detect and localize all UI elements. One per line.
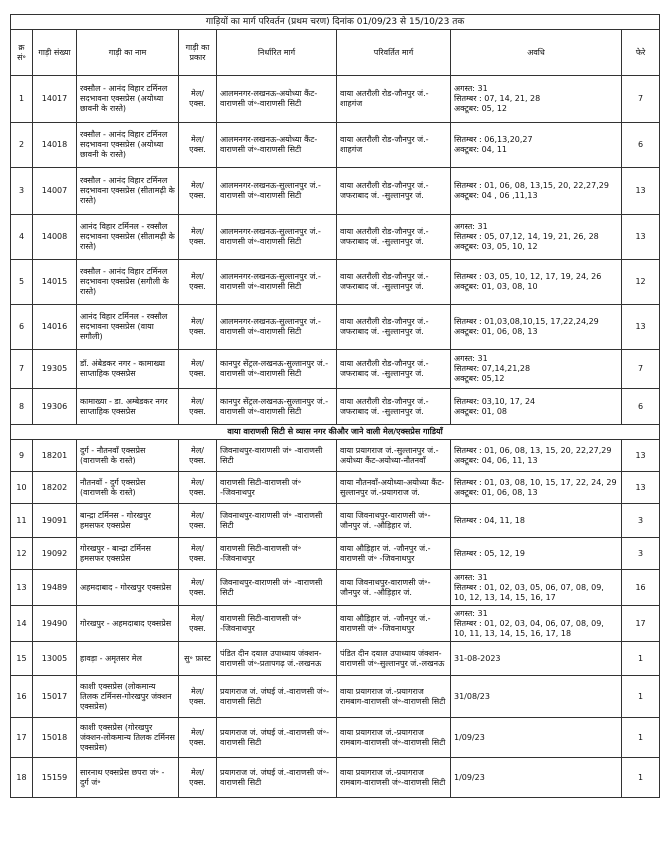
header-train-number: गाड़ी संख्या <box>33 30 77 76</box>
cell-sno: 11 <box>11 504 33 538</box>
cell-div: वाया जिवनाथपुर-वाराणसी जं॰-जौनपुर जं. -औड़िहार जं. <box>337 570 451 606</box>
table-row <box>11 123 660 168</box>
cell-type: मेल/ एक्स. <box>179 215 217 260</box>
cell-sched: वाराणसी सिटी-वाराणसी जं॰ -जिवनाथपुर <box>217 606 337 642</box>
cell-num: 14016 <box>33 305 77 350</box>
table-row <box>11 389 660 425</box>
cell-sched: आलमनगर-लखनऊ-सुल्तानपुर जं.-वाराणसी जं॰-वाराणसी सिटी <box>217 305 337 350</box>
table-row <box>11 215 660 260</box>
cell-trips: 1 <box>622 718 660 758</box>
table-row <box>11 168 660 215</box>
cell-sched: प्रयागराज जं. जंघई जं.-वाराणसी जं॰-वाराणसी सिटी <box>217 718 337 758</box>
cell-div: वाया अतरौली रोड-जौनपुर जं.-शाहगंज <box>337 123 451 168</box>
cell-sno: 8 <box>11 389 33 425</box>
cell-sno: 15 <box>11 642 33 676</box>
cell-trips: 6 <box>622 389 660 425</box>
header-period: अवधि <box>451 30 622 76</box>
cell-period: 31/08/23 <box>451 676 622 718</box>
cell-num: 14017 <box>33 76 77 123</box>
cell-name: गोरखपुर - अहमदाबाद एक्सप्रेस <box>77 606 179 642</box>
cell-period: सितम्बर : 01, 06, 08, 13,15, 20, 22,27,29 अक्टूबर: 04 , 06 ,11,13 <box>451 168 622 215</box>
cell-name: कामाख्या - डा. अम्बेडकर नगर साप्ताहिक एक्सप्रेस <box>77 389 179 425</box>
header-trips: फेरे <box>622 30 660 76</box>
cell-div: वाया प्रयागराज जं.-प्रयागराज रामबाग-वाराणसी जं॰-वाराणसी सिटी <box>337 676 451 718</box>
cell-div: वाया प्रयागराज जं.-प्रयागराज रामबाग-वाराणसी जं॰-वाराणसी सिटी <box>337 718 451 758</box>
cell-sched: पंडित दीन दयाल उपाध्याय जंक्शन-वाराणसी जं॰-प्रतापगढ़ जं.-लखनऊ <box>217 642 337 676</box>
cell-num: 15017 <box>33 676 77 718</box>
table-row <box>11 642 660 676</box>
cell-trips: 13 <box>622 305 660 350</box>
cell-period: सितम्बर: 03,10, 17, 24 अक्टूबर: 01, 08 <box>451 389 622 425</box>
cell-sno: 1 <box>11 76 33 123</box>
cell-type: मेल/ एक्स. <box>179 676 217 718</box>
cell-period: अगस्त: 31 सितम्बर : 01, 02, 03, 04, 06, 07, 08, 09, 10, 11, 13, 14, 15, 16, 17, 18 <box>451 606 622 642</box>
cell-name: सारनाथ एक्सप्रेस छपरा जं॰ - दुर्ग जं॰ <box>77 758 179 798</box>
cell-num: 19306 <box>33 389 77 425</box>
cell-sched: जिवनाथपुर-वाराणसी जं॰ -वाराणसी सिटी <box>217 440 337 472</box>
table-row <box>11 260 660 305</box>
cell-trips: 13 <box>622 215 660 260</box>
cell-name: आनंद विहार टर्मिनल - रक्सौल सदभावना एक्सप्रेस (सीतामढ़ी के रास्ते) <box>77 215 179 260</box>
table-row <box>11 676 660 718</box>
cell-trips: 17 <box>622 606 660 642</box>
cell-sno: 18 <box>11 758 33 798</box>
cell-name: रक्सौल - आनंद विहार टर्मिनल सदभावना एक्सप्रेस (अयोध्या छावनी के रास्ते) <box>77 123 179 168</box>
cell-num: 18201 <box>33 440 77 472</box>
cell-name: काशी एक्सप्रेस (लोकमान्य तिलक टर्मिनस-गोरखपुर जंक्शन एक्सप्रेस) <box>77 676 179 718</box>
cell-type: मेल/ एक्स. <box>179 389 217 425</box>
cell-type: मेल/ एक्स. <box>179 718 217 758</box>
cell-sched: कानपुर सेंट्रल-लखनऊ-सुल्तानपुर जं.-वाराणसी जं॰-वाराणसी सिटी <box>217 350 337 389</box>
cell-sno: 12 <box>11 538 33 570</box>
cell-trips: 12 <box>622 260 660 305</box>
cell-period: सितम्बर : 03, 05, 10, 12, 17, 19, 24, 26 अक्टूबर: 01, 03, 08, 10 <box>451 260 622 305</box>
cell-name: दुर्ग - नौतनवाँ एक्सप्रेस (वाराणसी के रास्ते) <box>77 440 179 472</box>
cell-num: 18202 <box>33 472 77 504</box>
cell-sched: आलमनगर-लखनऊ-सुल्तानपुर जं.-वाराणसी जं॰-वाराणसी सिटी <box>217 260 337 305</box>
cell-type: मेल/ एक्स. <box>179 606 217 642</box>
table-row <box>11 758 660 798</box>
cell-div: वाया प्रयागराज जं.-सुल्तानपुर जं.-अयोध्या कैंट-अयोध्या-नौतनवाँ <box>337 440 451 472</box>
table-title: गाड़ियों का मार्ग परिवर्तन (प्रथम चरण) दिनांक 01/09/23 से 15/10/23 तक <box>11 15 660 30</box>
cell-sno: 7 <box>11 350 33 389</box>
header-diverted-route: परिवर्तित मार्ग <box>337 30 451 76</box>
section-heading: वाया वाराणसी सिटी से व्यास नगर कीऔर जाने वाली मेल/एक्सप्रेस गाडियाँ <box>11 425 660 440</box>
cell-period: अगस्त: 31 सितम्बर : 07, 14, 21, 28 अक्टूबर: 05, 12 <box>451 76 622 123</box>
cell-trips: 16 <box>622 570 660 606</box>
cell-sno: 17 <box>11 718 33 758</box>
cell-period: अगस्त: 31 सितम्बर : 05, 07,12, 14, 19, 21, 26, 28 अक्टूबर: 03, 05, 10, 12 <box>451 215 622 260</box>
cell-num: 15159 <box>33 758 77 798</box>
train-diversion-table <box>10 14 660 798</box>
cell-sched: वाराणसी सिटी-वाराणसी जं॰ -जिवनाथपुर <box>217 472 337 504</box>
cell-sched: आलमनगर-लखनऊ-अयोध्या कैंट-वाराणसी जं॰-वाराणसी सिटी <box>217 76 337 123</box>
cell-trips: 1 <box>622 642 660 676</box>
cell-trips: 3 <box>622 504 660 538</box>
cell-name: रक्सौल - आनंद विहार टर्मिनल सदभावना एक्सप्रेस (सगौली के रास्ते) <box>77 260 179 305</box>
cell-trips: 13 <box>622 472 660 504</box>
table-row <box>11 76 660 123</box>
cell-sno: 2 <box>11 123 33 168</box>
diversion-table-wrapper <box>10 14 659 798</box>
table-body-section-1 <box>11 76 660 425</box>
cell-num: 15018 <box>33 718 77 758</box>
cell-period: 31-08-2023 <box>451 642 622 676</box>
cell-sno: 13 <box>11 570 33 606</box>
cell-div: वाया जिवनाथपुर-वाराणसी जं॰-जौनपुर जं. -औड़िहार जं. <box>337 504 451 538</box>
cell-sno: 5 <box>11 260 33 305</box>
cell-period: सितम्बर : 04, 11, 18 <box>451 504 622 538</box>
header-scheduled-route: निर्धारित मार्ग <box>217 30 337 76</box>
table-body-section-2 <box>11 440 660 798</box>
cell-period: अगस्त: 31 सितम्बर : 01, 02, 03, 05, 06, 07, 08, 09, 10, 12, 13, 14, 15, 16, 17 <box>451 570 622 606</box>
table-row <box>11 538 660 570</box>
cell-num: 19490 <box>33 606 77 642</box>
table-row <box>11 350 660 389</box>
cell-sno: 4 <box>11 215 33 260</box>
header-train-type: गाड़ी का प्रकार <box>179 30 217 76</box>
cell-period: 1/09/23 <box>451 758 622 798</box>
cell-period: सितम्बर : 05, 12, 19 <box>451 538 622 570</box>
cell-div: वाया अतरौली रोड-जौनपुर जं.-जफराबाद जं. -सुल्तानपुर जं. <box>337 350 451 389</box>
cell-sched: आलमनगर-लखनऊ-अयोध्या कैंट-वाराणसी जं॰-वाराणसी सिटी <box>217 123 337 168</box>
cell-num: 14018 <box>33 123 77 168</box>
header-serial: क्र सं॰ <box>11 30 33 76</box>
cell-num: 19305 <box>33 350 77 389</box>
cell-type: मेल/ एक्स. <box>179 350 217 389</box>
cell-name: नौतनवाँ - दुर्ग एक्सप्रेस (वाराणसी के रास्ते) <box>77 472 179 504</box>
cell-type: मेल/ एक्स. <box>179 260 217 305</box>
cell-type: मेल/ एक्स. <box>179 76 217 123</box>
cell-name: बान्द्रा टर्मिनस - गोरखपुर हमसफर एक्सप्रेस <box>77 504 179 538</box>
cell-sched: प्रयागराज जं. जंघई जं.-वाराणसी जं॰-वाराणसी सिटी <box>217 676 337 718</box>
cell-num: 13005 <box>33 642 77 676</box>
table-row <box>11 305 660 350</box>
cell-sched: आलमनगर-लखनऊ-सुल्तानपुर जं.-वाराणसी जं॰-वाराणसी सिटी <box>217 215 337 260</box>
cell-name: रक्सौल - आनंद विहार टर्मिनल सदभावना एक्सप्रेस (सीतामढ़ी के रास्ते) <box>77 168 179 215</box>
cell-div: वाया अतरौली रोड-जौनपुर जं.-जफराबाद जं. -सुल्तानपुर जं. <box>337 215 451 260</box>
cell-trips: 6 <box>622 123 660 168</box>
cell-div: पंडित दीन दयाल उपाध्याय जंक्शन-वाराणसी जं॰-सुल्तानपुर जं.-लखनऊ <box>337 642 451 676</box>
cell-sched: आलमनगर-लखनऊ-सुल्तानपुर जं.-वाराणसी जं॰-वाराणसी सिटी <box>217 168 337 215</box>
cell-sched: जिवनाथपुर-वाराणसी जं॰ -वाराणसी सिटी <box>217 570 337 606</box>
cell-period: सितम्बर : 01, 06, 08, 13, 15, 20, 22,27,29 अक्टूबर: 04, 06, 11, 13 <box>451 440 622 472</box>
cell-period: सितम्बर : 01, 03, 08, 10, 15, 17, 22, 24, 29 अक्टूबर: 01, 06, 08, 13 <box>451 472 622 504</box>
cell-num: 19489 <box>33 570 77 606</box>
table-row <box>11 606 660 642</box>
cell-num: 14015 <box>33 260 77 305</box>
cell-sched: कानपुर सेंट्रल-लखनऊ-सुल्तानपुर जं.-वाराणसी जं॰-वाराणसी सिटी <box>217 389 337 425</box>
cell-sno: 16 <box>11 676 33 718</box>
cell-name: गोरखपुर - बान्द्रा टर्मिनस हमसफर एक्सप्रेस <box>77 538 179 570</box>
section-heading-body <box>11 425 660 440</box>
cell-sched: जिवनाथपुर-वाराणसी जं॰ -वाराणसी सिटी <box>217 504 337 538</box>
cell-sno: 3 <box>11 168 33 215</box>
cell-period: सितम्बर : 01,03,08,10,15, 17,22,24,29 अक्टूबर: 01, 06, 08, 13 <box>451 305 622 350</box>
cell-type: सु॰ फ़ास्ट <box>179 642 217 676</box>
cell-num: 14008 <box>33 215 77 260</box>
cell-name: काशी एक्सप्रेस (गोरखपुर जंक्शन-लोकमान्य तिलक टर्मिनस एक्सप्रेस) <box>77 718 179 758</box>
cell-num: 19091 <box>33 504 77 538</box>
cell-div: वाया अतरौली रोड-जौनपुर जं.-जफराबाद जं. -सुल्तानपुर जं. <box>337 305 451 350</box>
cell-type: मेल/ एक्स. <box>179 758 217 798</box>
cell-div: वाया अतरौली रोड-जौनपुर जं.-जफराबाद जं. -सुल्तानपुर जं. <box>337 168 451 215</box>
table-row <box>11 504 660 538</box>
cell-sched: प्रयागराज जं. जंघई जं.-वाराणसी जं॰-वाराणसी सिटी <box>217 758 337 798</box>
cell-div: वाया अतरौली रोड-जौनपुर जं.-शाहगंज <box>337 76 451 123</box>
cell-num: 19092 <box>33 538 77 570</box>
cell-div: वाया प्रयागराज जं.-प्रयागराज रामबाग-वाराणसी जं॰-वाराणसी सिटी <box>337 758 451 798</box>
cell-div: वाया अतरौली रोड-जौनपुर जं.-जफराबाद जं. -सुल्तानपुर जं. <box>337 389 451 425</box>
cell-div: वाया अतरौली रोड-जौनपुर जं.-जफराबाद जं. -सुल्तानपुर जं. <box>337 260 451 305</box>
cell-name: डॉ. अंबेडकर नगर - कामाख्या साप्ताहिक एक्सप्रेस <box>77 350 179 389</box>
cell-type: मेल/ एक्स. <box>179 538 217 570</box>
cell-sched: वाराणसी सिटी-वाराणसी जं॰ -जिवनाथपुर <box>217 538 337 570</box>
cell-num: 14007 <box>33 168 77 215</box>
cell-trips: 3 <box>622 538 660 570</box>
table-row <box>11 718 660 758</box>
cell-trips: 1 <box>622 758 660 798</box>
table-row <box>11 440 660 472</box>
cell-period: अगस्त: 31 सितम्बर: 07,14,21,28 अक्टूबर: 05,12 <box>451 350 622 389</box>
cell-trips: 7 <box>622 76 660 123</box>
cell-period: सितम्बर : 06,13,20,27 अक्टूबर: 04, 11 <box>451 123 622 168</box>
cell-period: 1/09/23 <box>451 718 622 758</box>
cell-trips: 7 <box>622 350 660 389</box>
cell-trips: 1 <box>622 676 660 718</box>
cell-type: मेल/ एक्स. <box>179 504 217 538</box>
cell-sno: 9 <box>11 440 33 472</box>
cell-type: मेल/ एक्स. <box>179 570 217 606</box>
cell-type: मेल/ एक्स. <box>179 472 217 504</box>
cell-div: वाया नौतनवाँ-अयोध्या-अयोध्या कैंट-सुल्तानपुर जं.-प्रयागराज जं. <box>337 472 451 504</box>
cell-name: अहमदाबाद - गोरखपुर एक्सप्रेस <box>77 570 179 606</box>
cell-name: हावड़ा - अमृतसर मेल <box>77 642 179 676</box>
cell-type: मेल/ एक्स. <box>179 440 217 472</box>
cell-type: मेल/ एक्स. <box>179 123 217 168</box>
cell-trips: 13 <box>622 168 660 215</box>
cell-name: रक्सौल - आनंद विहार टर्मिनल सदभावना एक्सप्रेस (अयोध्या छावनी के रास्ते) <box>77 76 179 123</box>
cell-sno: 6 <box>11 305 33 350</box>
cell-type: मेल/ एक्स. <box>179 305 217 350</box>
table-row <box>11 570 660 606</box>
table-row <box>11 472 660 504</box>
cell-sno: 10 <box>11 472 33 504</box>
header-train-name: गाड़ी का नाम <box>77 30 179 76</box>
cell-sno: 14 <box>11 606 33 642</box>
cell-name: आनंद विहार टर्मिनल - रक्सौल सदभावना एक्सप्रेस (वाया सगौली) <box>77 305 179 350</box>
cell-div: वाया औड़िहार जं. -जौनपुर जं.-वाराणसी जं॰ -जिवनाथपुर <box>337 538 451 570</box>
cell-type: मेल/ एक्स. <box>179 168 217 215</box>
cell-div: वाया औड़िहार जं. -जौनपुर जं.-वाराणसी जं॰ -जिवनाथपुर <box>337 606 451 642</box>
cell-trips: 13 <box>622 440 660 472</box>
